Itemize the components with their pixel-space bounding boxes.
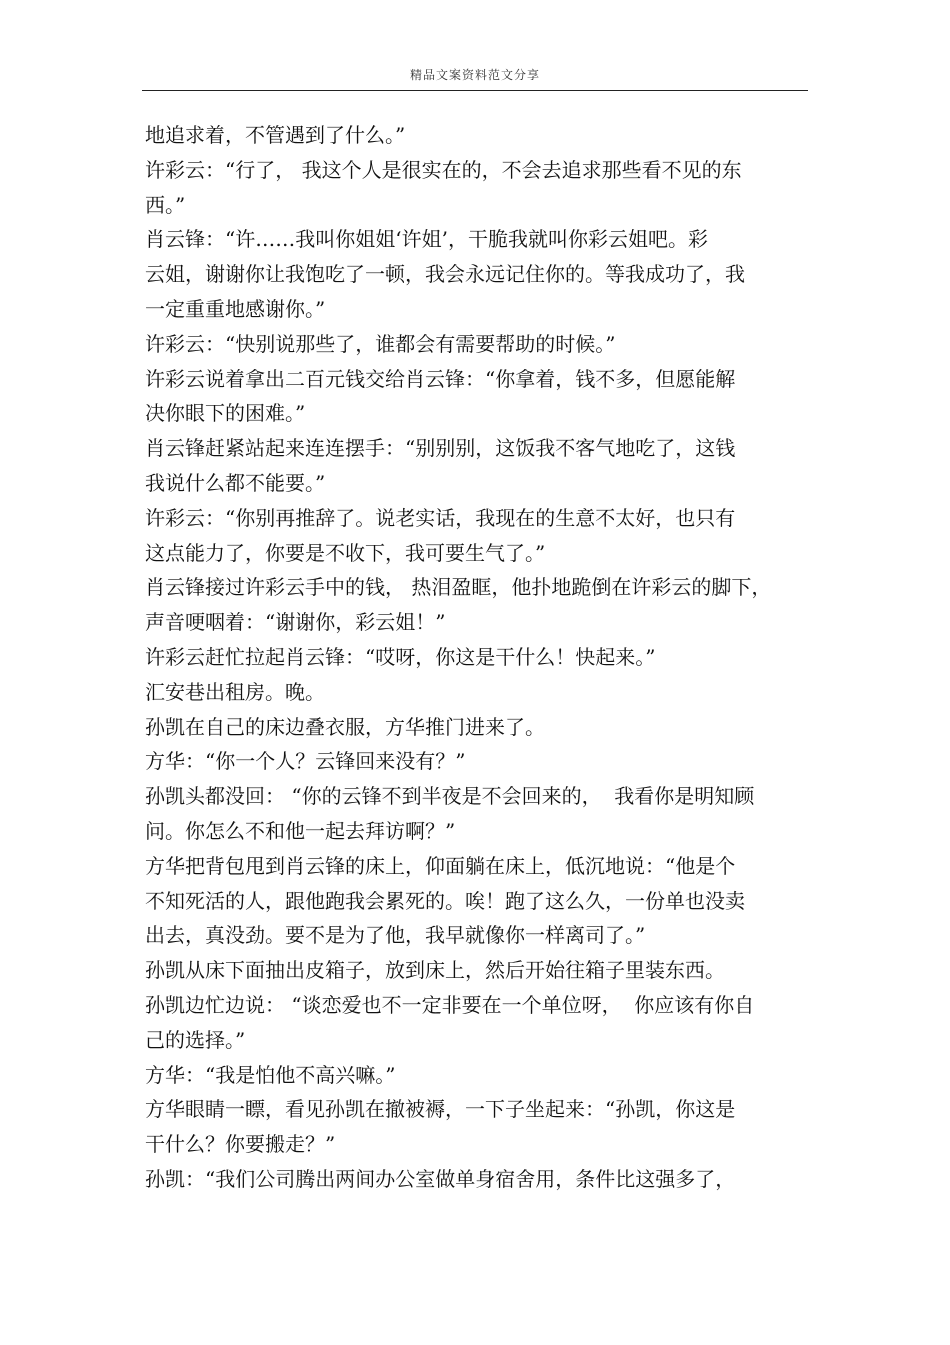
text-line: 地追求着，不管遇到了什么。” — [145, 123, 406, 147]
text-line: 不知死活的人，跟他跑我会累死的。唉！跑了这么久，一份单也没卖 — [145, 888, 745, 913]
text-line: 出去，真没劲。要不是为了他，我早就像你一样离司了。” — [145, 923, 646, 948]
text-line: 肖云锋接过许彩云手中的钱， 热泪盈眶，他扑地跪倒在许彩云的脚下， — [145, 575, 772, 600]
text-line: 孙凯边忙边说： “谈恋爱也不一定非要在一个单位呀， 你应该有你自 — [145, 992, 755, 1017]
text-line: 孙凯在自己的床边叠衣服，方华推门进来了。 — [145, 714, 545, 739]
text-line: 声音哽咽着：“谢谢你，彩云姐！” — [145, 610, 446, 635]
text-line: 肖云锋：“许……我叫你姐姐‘许姐’，干脆我就叫你彩云姐吧。彩 — [145, 227, 708, 252]
text-line: 许彩云：“行了， 我这个人是很实在的，不会去追求那些看不见的东 — [145, 157, 742, 182]
text-line: 许彩云：“快别说那些了，谁都会有需要帮助的时候。” — [145, 331, 616, 356]
text-line: 问。你怎么不和他一起去拜访啊？” — [145, 818, 456, 843]
text-line: 一定重重地感谢你。” — [145, 296, 326, 321]
text-line: 方华：“你一个人？云锋回来没有？” — [145, 749, 466, 774]
text-line: 这点能力了，你要是不收下，我可要生气了。” — [145, 540, 546, 565]
text-line: 孙凯从床下面抽出皮箱子，放到床上，然后开始往箱子里装东西。 — [145, 958, 725, 983]
text-line: 方华：“我是怕他不高兴嘛。” — [145, 1062, 396, 1087]
text-line: 云姐，谢谢你让我饱吃了一顿，我会永远记住你的。等我成功了，我 — [145, 262, 745, 287]
text-line: 决你眼下的困难。” — [145, 401, 306, 426]
header-title: 精品文案资料范文分享 — [409, 68, 540, 82]
text-line: 方华把背包甩到肖云锋的床上，仰面躺在床上，低沉地说：“他是个 — [145, 853, 736, 878]
text-line: 许彩云：“你别再推辞了。说老实话，我现在的生意不太好，也只有 — [145, 505, 736, 530]
text-line: 肖云锋赶紧站起来连连摆手：“别别别，这饭我不客气地吃了，这钱 — [145, 436, 736, 461]
document-body — [145, 118, 810, 1197]
text-line: 干什么？你要搬走？” — [145, 1132, 336, 1157]
text-line: 许彩云赶忙拉起肖云锋：“哎呀，你这是干什么！快起来。” — [145, 644, 656, 669]
text-line: 汇安巷出租房。晚。 — [145, 679, 325, 704]
text-line: 孙凯：“我们公司腾出两间办公室做单身宿舍用，条件比这强多了， — [145, 1166, 736, 1191]
text-line: 方华眼睛一瞟，看见孙凯在撤被褥，一下子坐起来：“孙凯，你这是 — [145, 1097, 736, 1122]
text-line: 许彩云说着拿出二百元钱交给肖云锋：“你拿着，钱不多，但愿能解 — [145, 366, 736, 391]
text-line: 西。” — [145, 192, 186, 217]
text-line: 孙凯头都没回： “你的云锋不到半夜是不会回来的， 我看你是明知顾 — [145, 784, 755, 809]
text-line: 我说什么都不能要。” — [145, 470, 326, 495]
page-header — [142, 62, 808, 91]
text-line: 己的选择。” — [145, 1027, 246, 1052]
